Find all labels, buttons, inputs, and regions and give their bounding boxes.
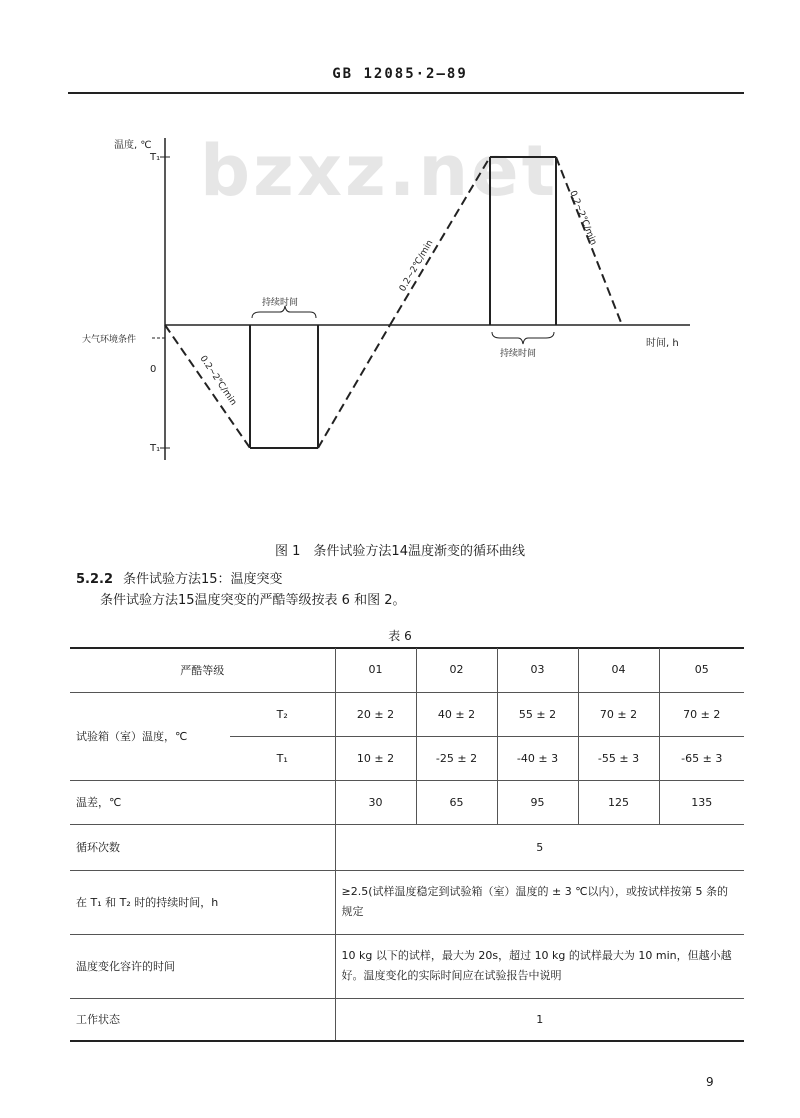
temperature-cycle-figure [0, 0, 800, 520]
watermark: bzxz.net [200, 130, 559, 212]
level-cell: 02 [416, 648, 497, 692]
level-cell: 03 [497, 648, 578, 692]
dwell-value: ≥2.5(试样温度稳定到试验箱（室）温度的 ± 3 ℃以内），或按试样按第 5 条的规定 [335, 870, 744, 934]
diff-cell: 30 [335, 780, 416, 824]
t1-label: T₁ [230, 736, 335, 780]
transfer-row [70, 934, 744, 998]
ramp-up-from-low [318, 325, 390, 448]
figure-caption: 图 1 条件试验方法14温度渐变的循环曲线 [275, 544, 525, 559]
diff-cell: 135 [659, 780, 744, 824]
t1-cell: -65 ± 3 [659, 736, 744, 780]
dwell-row [70, 870, 744, 934]
level-cell: 01 [335, 648, 416, 692]
zero-label: 0 [150, 364, 157, 375]
high-dwell-label: 持续时间 [500, 349, 537, 359]
t2-cell: 20 ± 2 [335, 692, 416, 736]
diff-cell: 125 [578, 780, 659, 824]
table-label: 表 6 [388, 629, 412, 643]
y-axis-label: 温度, ℃ [114, 140, 152, 151]
cycles-value: 5 [335, 824, 744, 870]
table-header-row [70, 648, 744, 692]
level-cell: 05 [659, 648, 744, 692]
low-dwell-label: 持续时间 [262, 298, 299, 308]
t1-cell: -55 ± 3 [578, 736, 659, 780]
dwell-label: 在 T₁ 和 T₂ 时的持续时间，h [70, 870, 335, 934]
transfer-value: 10 kg 以下的试样，最大为 20s，超过 10 kg 的试样最大为 10 min，但越小越好。温度变化的实际时间应在试验报告中说明 [335, 934, 744, 998]
section-number: 5.2.2 [76, 572, 114, 587]
t-upper-label: T₁ [150, 152, 161, 163]
t2-label: T₂ [230, 692, 335, 736]
table-bottom-rule [70, 1040, 744, 1042]
cycles-label: 循环次数 [70, 824, 335, 870]
ambient-label: 大气环境条件 [82, 335, 137, 345]
ramp-up-to-high [390, 157, 490, 325]
t1-cell: -25 ± 2 [416, 736, 497, 780]
diff-row [70, 780, 744, 824]
section-body: 条件试验方法15温度突变的严酷等级按表 6 和图 2。 [100, 593, 406, 608]
t2-cell: 40 ± 2 [416, 692, 497, 736]
x-axis-label: 时间, h [646, 338, 679, 349]
t2-cell: 55 ± 2 [497, 692, 578, 736]
section-heading [76, 568, 283, 587]
t1-cell: 10 ± 2 [335, 736, 416, 780]
t1-cell: -40 ± 3 [497, 736, 578, 780]
work-label: 工作状态 [76, 1013, 120, 1027]
rate-label-fall: 0.2~2℃/min [567, 189, 599, 247]
page-number: 9 [706, 1075, 714, 1089]
diff-cell: 95 [497, 780, 578, 824]
header-label: 严酷等级 [70, 648, 335, 692]
rate-label-down: 0.2~2℃/min [197, 354, 239, 408]
work-row [70, 998, 744, 1040]
diff-label: 温差，℃ [70, 780, 335, 824]
transfer-label: 温度变化容许的时间 [70, 934, 335, 998]
work-value: 1 [335, 998, 744, 1040]
t2-row [70, 692, 744, 736]
ramp-down [165, 325, 250, 448]
chamber-label: 试验箱（室）温度，℃ [70, 692, 230, 780]
t2-cell: 70 ± 2 [578, 692, 659, 736]
severity-table [70, 648, 744, 1040]
diff-cell: 65 [416, 780, 497, 824]
rate-label-up: 0.2~2℃/min [397, 238, 436, 294]
cycles-row [70, 824, 744, 870]
section-title: 条件试验方法15：温度突变 [123, 572, 283, 587]
standard-number: GB 12085·2—89 [332, 66, 468, 82]
t-lower-label: T₁ [150, 443, 161, 454]
t2-cell: 70 ± 2 [659, 692, 744, 736]
high-dwell-brace [492, 332, 554, 344]
level-cell: 04 [578, 648, 659, 692]
